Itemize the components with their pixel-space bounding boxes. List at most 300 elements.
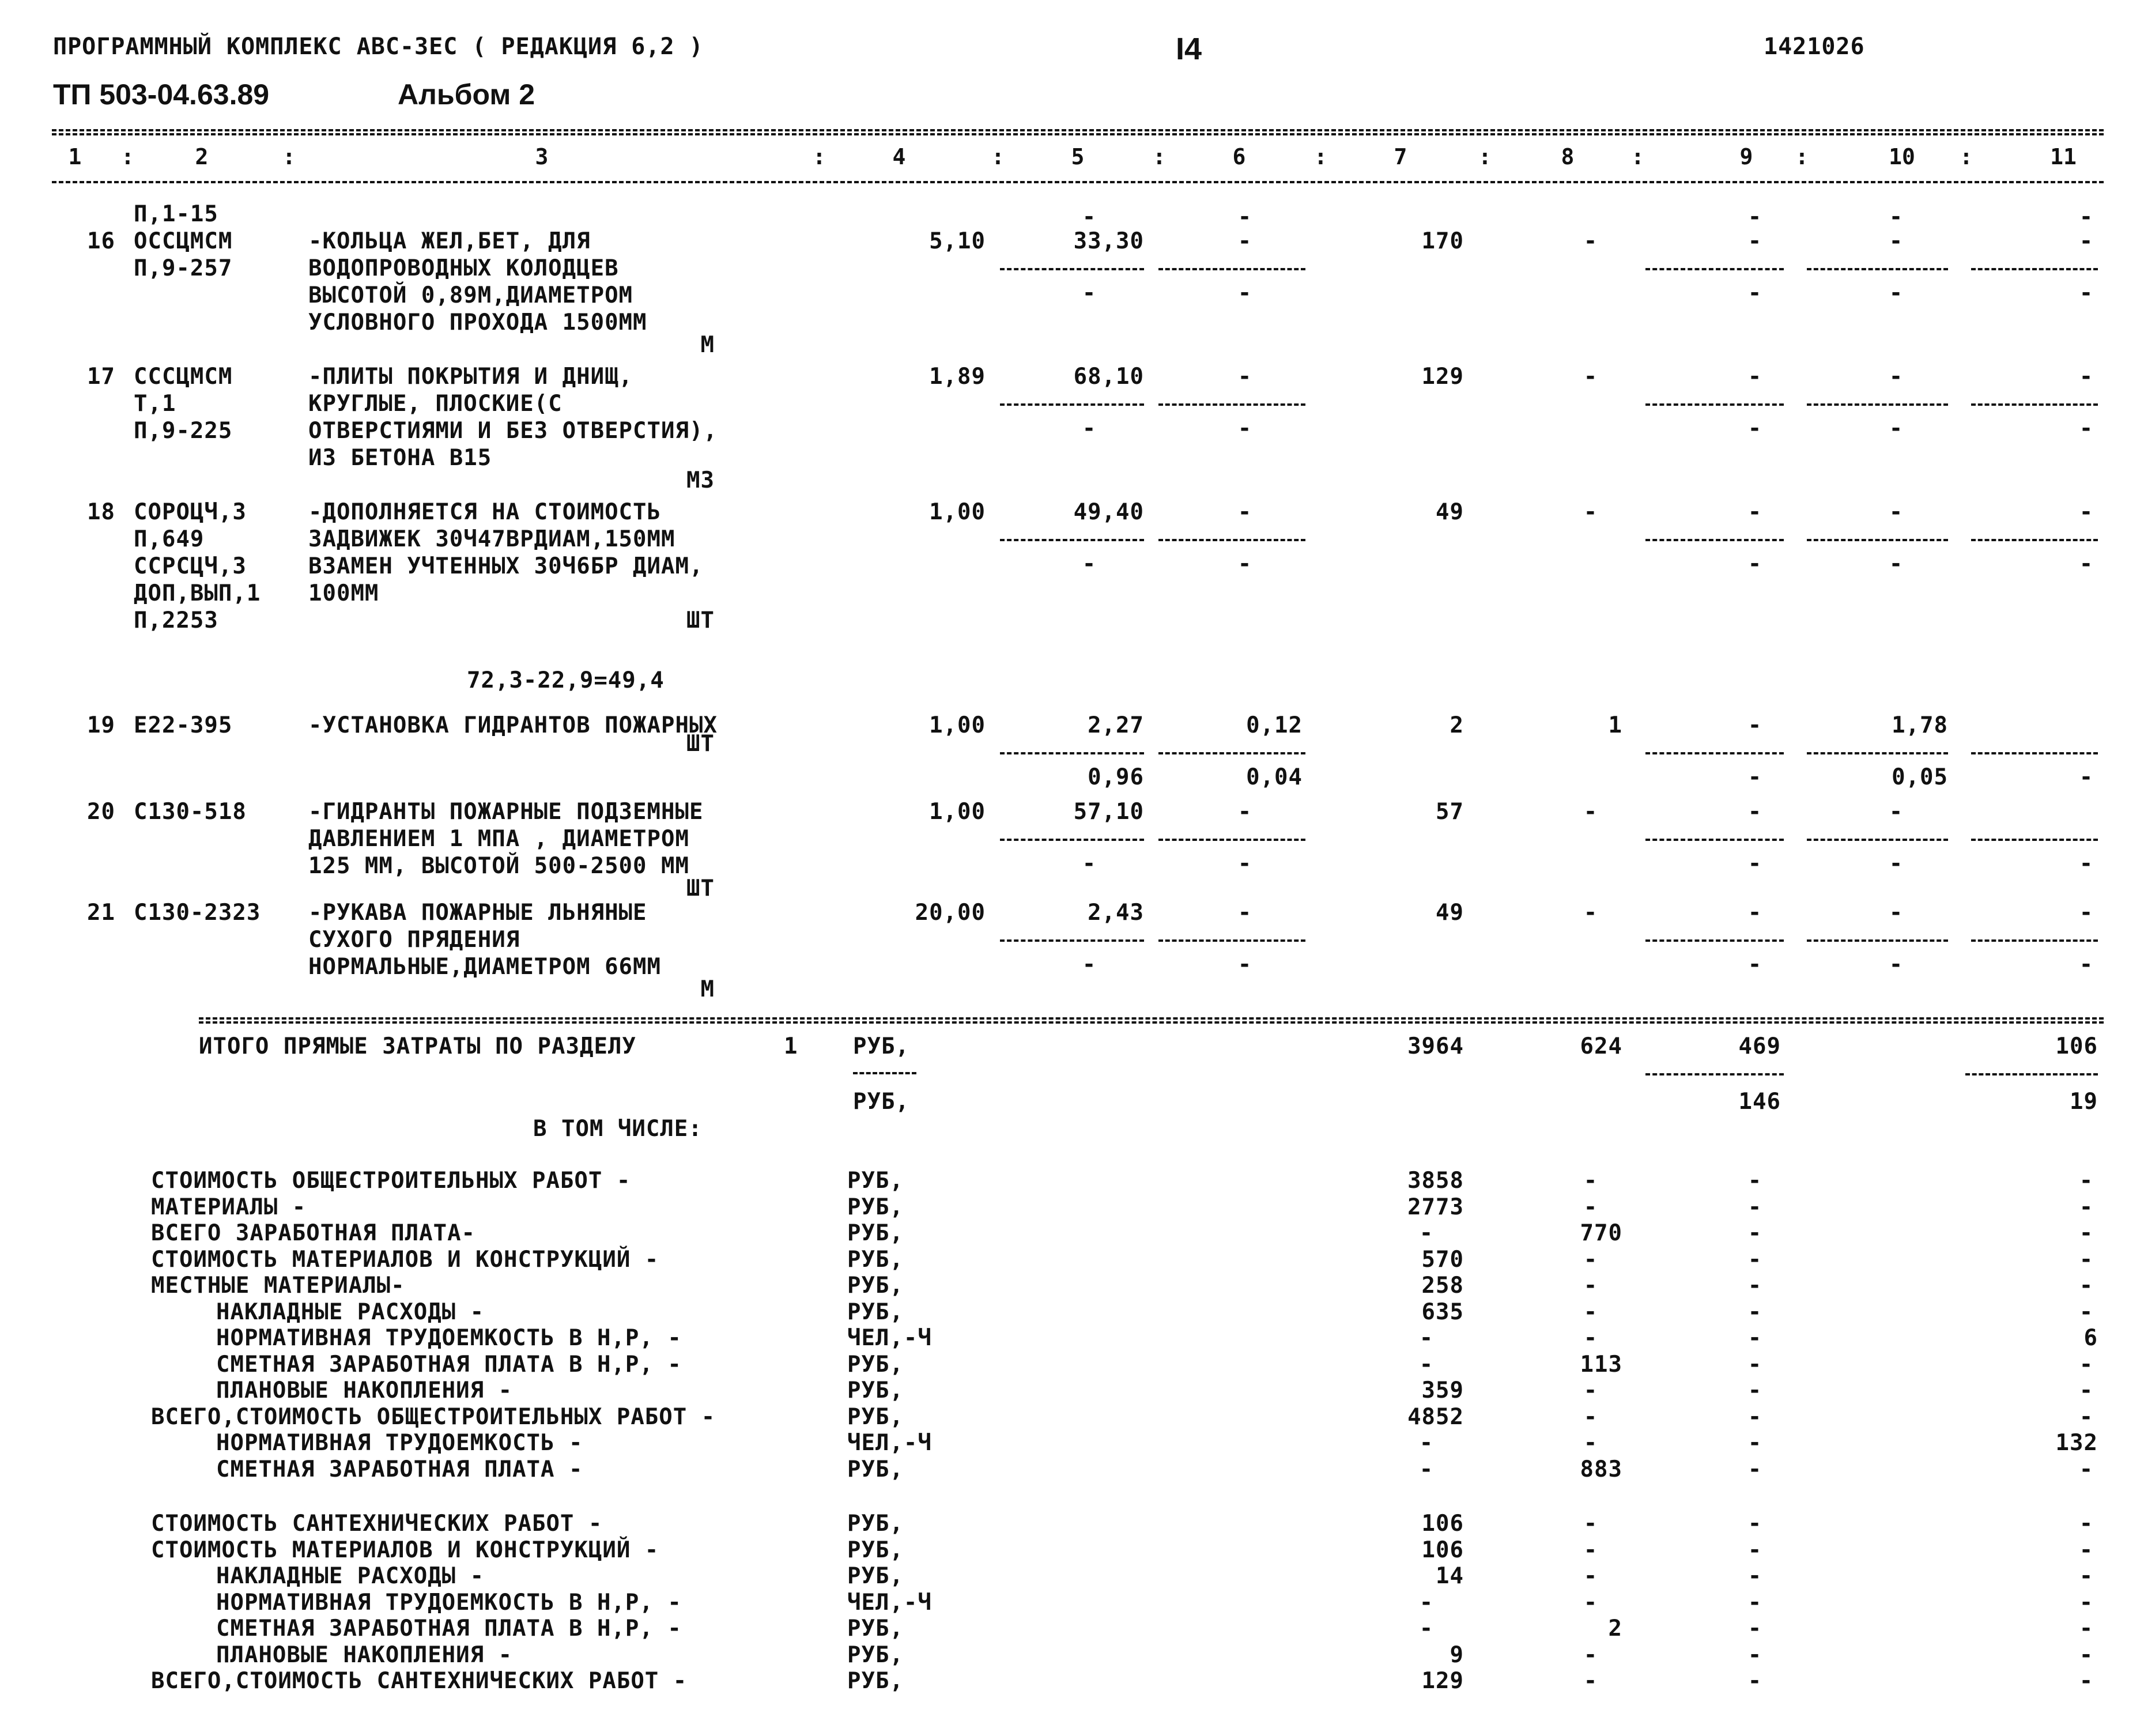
total-col9-bottom: 146 xyxy=(1738,1089,1781,1115)
col8-value: - xyxy=(1583,228,1598,254)
row-number: 18 xyxy=(87,499,115,525)
summary-col11: - xyxy=(2079,1351,2094,1378)
col9-divider xyxy=(1645,752,1784,754)
column-number: 2 xyxy=(195,144,209,169)
col10-divider xyxy=(1807,839,1948,841)
summary-col9: - xyxy=(1747,1456,1762,1482)
unit-cost: 2,27 xyxy=(1088,712,1144,738)
work-description: -ПЛИТЫ ПОКРЫТИЯ И ДНИЩ, xyxy=(308,364,633,390)
work-description: УСЛОВНОГО ПРОХОДА 1500ММ xyxy=(308,310,647,335)
summary-col7: - xyxy=(1419,1616,1434,1641)
col8-value: - xyxy=(1583,900,1598,926)
col10-bottom: 0,05 xyxy=(1892,764,1948,790)
col5-bottom: - xyxy=(1082,416,1097,441)
total-cost: 170 xyxy=(1421,228,1464,254)
work-description: 125 ММ, ВЫСОТОЙ 500-2500 ММ xyxy=(308,853,689,879)
total-unit: РУБ, xyxy=(853,1033,909,1059)
col5-divider xyxy=(1000,839,1144,841)
summary-col9: - xyxy=(1747,1616,1762,1641)
summary-label: СТОИМОСТЬ МАТЕРИАЛОВ И КОНСТРУКЦИЙ - xyxy=(151,1537,659,1563)
unit-of-measure: М xyxy=(700,976,715,1002)
col9-value: - xyxy=(1747,228,1762,254)
unit-of-measure: ШТ xyxy=(686,875,715,901)
summary-col8: - xyxy=(1583,1378,1598,1403)
page-number: I4 xyxy=(1176,32,1202,66)
summary-col8: - xyxy=(1583,1430,1598,1456)
summary-col8: - xyxy=(1583,1168,1598,1194)
summary-col9: - xyxy=(1747,1668,1762,1694)
summary-col7: 2773 xyxy=(1407,1194,1464,1220)
col5-bottom: - xyxy=(1082,952,1097,978)
summary-col9: - xyxy=(1747,1246,1762,1273)
summary-col11: - xyxy=(2079,1668,2094,1694)
normative-code: СОРОЦЧ,3 xyxy=(134,499,247,525)
summary-col7: 106 xyxy=(1421,1537,1464,1563)
col10-divider xyxy=(1807,403,1948,406)
col8-value: - xyxy=(1583,364,1598,390)
summary-col7: 3858 xyxy=(1407,1168,1464,1194)
summary-unit: РУБ, xyxy=(847,1168,904,1194)
col9-bottom: - xyxy=(1747,764,1762,790)
summary-col7: 129 xyxy=(1421,1668,1464,1694)
col5-bottom: - xyxy=(1082,551,1097,577)
col9-bottom: - xyxy=(1747,416,1762,441)
summary-label: НОРМАТИВНАЯ ТРУДОЕМКОСТЬ - xyxy=(216,1430,583,1456)
summary-col7: 258 xyxy=(1421,1273,1464,1299)
summary-col7: 4852 xyxy=(1407,1403,1464,1430)
column-separator: : xyxy=(1960,144,1973,169)
column-separator: : xyxy=(282,144,296,169)
summary-col7: - xyxy=(1419,1430,1434,1456)
col5-divider xyxy=(1000,268,1144,270)
column-number: 8 xyxy=(1561,144,1575,169)
col9-divider xyxy=(1645,268,1784,270)
col6-value: - xyxy=(1237,499,1252,525)
col8-value: - xyxy=(1583,499,1598,525)
col5-bottom: - xyxy=(1082,280,1097,306)
summary-col9: - xyxy=(1747,1194,1762,1220)
unit-cost: 68,10 xyxy=(1073,364,1144,390)
unit-of-measure: ШТ xyxy=(686,731,715,757)
col10-divider xyxy=(1807,539,1948,541)
normative-code: П,649 xyxy=(134,526,205,552)
total-col9: 469 xyxy=(1738,1033,1781,1059)
summary-col7: - xyxy=(1419,1589,1434,1616)
summary-col7: 570 xyxy=(1421,1246,1464,1273)
column-number: 6 xyxy=(1232,144,1246,169)
summary-col7: 106 xyxy=(1421,1511,1464,1537)
total-unit-2: РУБ, xyxy=(853,1089,909,1115)
col6-divider xyxy=(1158,752,1305,754)
col6-value: - xyxy=(1237,364,1252,390)
col11-divider xyxy=(1971,752,2098,754)
unit-of-measure: ШТ xyxy=(686,607,715,633)
col10-divider xyxy=(1807,752,1948,754)
summary-unit: РУБ, xyxy=(847,1641,904,1668)
total-cost: 57 xyxy=(1436,799,1464,825)
col10-value: - xyxy=(1889,799,1904,825)
col6-value: - xyxy=(1237,900,1252,926)
col11-bottom: - xyxy=(2079,280,2094,306)
summary-col11: - xyxy=(2079,1616,2094,1641)
summary-col11: - xyxy=(2079,1273,2094,1299)
col6-bottom: 0,04 xyxy=(1246,764,1303,790)
col11-bottom: - xyxy=(2079,952,2094,978)
summary-label: ВСЕГО,СТОИМОСТЬ ОБЩЕСТРОИТЕЛЬНЫХ РАБОТ - xyxy=(151,1403,716,1430)
summary-col11: - xyxy=(2079,1246,2094,1273)
summary-col8: 770 xyxy=(1580,1220,1622,1246)
col10-value: - xyxy=(1889,499,1904,525)
summary-col8: - xyxy=(1583,1641,1598,1668)
normative-code: ДОП,ВЫП,1 xyxy=(134,580,261,606)
summary-col11: - xyxy=(2079,1537,2094,1563)
summary-col11: - xyxy=(2079,1641,2094,1668)
total-rule xyxy=(199,1017,2104,1020)
col11-value: - xyxy=(2079,364,2094,390)
summary-unit: РУБ, xyxy=(847,1537,904,1563)
col11-value: - xyxy=(2079,900,2094,926)
summary-label: СМЕТНАЯ ЗАРАБОТНАЯ ПЛАТА В Н,Р, - xyxy=(216,1351,682,1378)
summary-col11: 6 xyxy=(2083,1325,2098,1351)
summary-col9: - xyxy=(1747,1563,1762,1589)
col11-divider xyxy=(1971,403,2098,406)
quantity: 1,00 xyxy=(929,712,986,738)
work-description: КРУГЛЫЕ, ПЛОСКИЕ(С xyxy=(308,391,563,417)
summary-col9: - xyxy=(1747,1220,1762,1246)
col8-value: - xyxy=(1583,799,1598,825)
summary-unit: РУБ, xyxy=(847,1511,904,1537)
col9-top: - xyxy=(1747,204,1762,230)
quantity: 5,10 xyxy=(929,228,986,254)
col10-value: - xyxy=(1889,364,1904,390)
summary-unit: ЧЕЛ,-Ч xyxy=(847,1325,932,1351)
summary-label: МЕСТНЫЕ МАТЕРИАЛЫ- xyxy=(151,1273,405,1299)
summary-col9: - xyxy=(1747,1168,1762,1194)
summary-col11: - xyxy=(2079,1511,2094,1537)
col5-divider xyxy=(1000,752,1144,754)
work-description: ВЗАМЕН УЧТЕННЫХ 30Ч6БР ДИАМ, xyxy=(308,553,704,579)
quantity: 20,00 xyxy=(915,900,986,926)
unit-of-measure: М xyxy=(700,332,715,358)
col9-divider xyxy=(1645,539,1784,541)
column-number: 4 xyxy=(892,144,906,169)
column-number: 9 xyxy=(1739,144,1753,169)
work-description: -ДОПОЛНЯЕТСЯ НА СТОИМОСТЬ xyxy=(308,499,661,525)
header-rule-top-2 xyxy=(52,133,2104,135)
summary-col7: - xyxy=(1419,1351,1434,1378)
col11-bottom: - xyxy=(2079,551,2094,577)
col6-divider xyxy=(1158,939,1305,942)
column-number: 10 xyxy=(1889,144,1915,169)
total-unit-divider xyxy=(853,1072,916,1074)
summary-unit: РУБ, xyxy=(847,1220,904,1246)
summary-label: ПЛАНОВЫЕ НАКОПЛЕНИЯ - xyxy=(216,1378,513,1403)
work-description: -КОЛЬЦА ЖЕЛ,БЕТ, ДЛЯ xyxy=(308,228,591,254)
summary-col11: - xyxy=(2079,1589,2094,1616)
summary-col9: - xyxy=(1747,1325,1762,1351)
normative-code: С130-518 xyxy=(134,799,247,825)
col10-divider xyxy=(1807,268,1948,270)
summary-col7: - xyxy=(1419,1220,1434,1246)
summary-unit: РУБ, xyxy=(847,1378,904,1403)
total-col7: 3964 xyxy=(1407,1033,1464,1059)
summary-col9: - xyxy=(1747,1299,1762,1325)
summary-unit: РУБ, xyxy=(847,1403,904,1430)
column-separator: : xyxy=(1795,144,1809,169)
summary-col8: - xyxy=(1583,1194,1598,1220)
summary-label: ВСЕГО,СТОИМОСТЬ САНТЕХНИЧЕСКИХ РАБОТ - xyxy=(151,1668,688,1694)
total-cost: 49 xyxy=(1436,900,1464,926)
col5-divider xyxy=(1000,403,1144,406)
row-number: 20 xyxy=(87,799,115,825)
col10-value: 1,78 xyxy=(1892,712,1948,738)
col9-value: - xyxy=(1747,499,1762,525)
summary-label: МАТЕРИАЛЫ - xyxy=(151,1194,307,1220)
summary-col8: - xyxy=(1583,1325,1598,1351)
normative-code: ОССЦМСМ xyxy=(134,228,233,254)
summary-col7: 635 xyxy=(1421,1299,1464,1325)
summary-col9: - xyxy=(1747,1378,1762,1403)
unit-of-measure: М3 xyxy=(686,467,715,493)
unit-cost: 49,40 xyxy=(1073,499,1144,525)
summary-unit: РУБ, xyxy=(847,1351,904,1378)
work-description: -ГИДРАНТЫ ПОЖАРНЫЕ ПОДЗЕМНЫЕ xyxy=(308,799,704,825)
summary-col9: - xyxy=(1747,1511,1762,1537)
col6-bottom: - xyxy=(1237,551,1252,577)
summary-unit: ЧЕЛ,-Ч xyxy=(847,1430,932,1456)
column-separator: : xyxy=(1631,144,1644,169)
column-number: 11 xyxy=(2050,144,2077,169)
col5-divider xyxy=(1000,939,1144,942)
col6-divider xyxy=(1158,839,1305,841)
total-col11-divider xyxy=(1965,1073,2098,1075)
quantity: 1,00 xyxy=(929,499,986,525)
work-description: ДАВЛЕНИЕМ 1 МПА , ДИАМЕТРОМ xyxy=(308,826,689,852)
work-description: НОРМАЛЬНЫЕ,ДИАМЕТРОМ 66ММ xyxy=(308,954,661,980)
col9-bottom: - xyxy=(1747,851,1762,877)
column-separator: : xyxy=(1153,144,1166,169)
total-section: 1 xyxy=(784,1033,798,1059)
unit-cost: 33,30 xyxy=(1073,228,1144,254)
col11-divider xyxy=(1971,839,2098,841)
calculation-formula: 72,3-22,9=49,4 xyxy=(467,667,665,693)
summary-col11: - xyxy=(2079,1299,2094,1325)
summary-col9: - xyxy=(1747,1351,1762,1378)
summary-col9: - xyxy=(1747,1273,1762,1299)
col6-bottom: - xyxy=(1237,280,1252,306)
total-col11: 106 xyxy=(2055,1033,2098,1059)
col11-value: - xyxy=(2079,499,2094,525)
col11-bottom: - xyxy=(2079,764,2094,790)
summary-col11: - xyxy=(2079,1220,2094,1246)
summary-unit: РУБ, xyxy=(847,1668,904,1694)
summary-unit: ЧЕЛ,-Ч xyxy=(847,1589,932,1616)
col6-bottom: - xyxy=(1237,952,1252,978)
col8-value: 1 xyxy=(1608,712,1622,738)
col11-divider xyxy=(1971,539,2098,541)
work-description: -УСТАНОВКА ГИДРАНТОВ ПОЖАРНЫХ xyxy=(308,712,718,738)
doc-code: 1421026 xyxy=(1764,33,1865,60)
summary-col8: - xyxy=(1583,1246,1598,1273)
album-label: Альбом 2 xyxy=(398,78,535,111)
summary-col8: - xyxy=(1583,1511,1598,1537)
row-number: 21 xyxy=(87,900,115,926)
summary-col7: - xyxy=(1419,1325,1434,1351)
col6-top: - xyxy=(1237,204,1252,230)
summary-col8: - xyxy=(1583,1273,1598,1299)
work-description: ЗАДВИЖЕК 30Ч47ВРДИАМ,150ММ xyxy=(308,526,675,552)
including-label: В ТОМ ЧИСЛЕ: xyxy=(533,1116,703,1142)
normative-code: П,2253 xyxy=(134,607,218,633)
total-cost: 2 xyxy=(1450,712,1464,738)
col11-divider xyxy=(1971,268,2098,270)
col6-bottom: - xyxy=(1237,851,1252,877)
unit-cost: 2,43 xyxy=(1088,900,1144,926)
summary-col9: - xyxy=(1747,1537,1762,1563)
summary-col9: - xyxy=(1747,1403,1762,1430)
summary-label: НАКЛАДНЫЕ РАСХОДЫ - xyxy=(216,1563,485,1589)
summary-unit: РУБ, xyxy=(847,1273,904,1299)
summary-col11: - xyxy=(2079,1194,2094,1220)
work-description: СУХОГО ПРЯДЕНИЯ xyxy=(308,927,520,953)
summary-col8: - xyxy=(1583,1299,1598,1325)
normative-code: П,9-225 xyxy=(134,418,233,444)
total-cost: 49 xyxy=(1436,499,1464,525)
summary-label: ВСЕГО ЗАРАБОТНАЯ ПЛАТА- xyxy=(151,1220,476,1246)
summary-col8: - xyxy=(1583,1403,1598,1430)
normative-code: С130-2323 xyxy=(134,900,261,926)
col5-bottom: - xyxy=(1082,851,1097,877)
normative-code: П,1-15 xyxy=(134,201,218,227)
column-number: 1 xyxy=(68,144,82,169)
summary-unit: РУБ, xyxy=(847,1616,904,1641)
summary-col11: - xyxy=(2079,1378,2094,1403)
col9-value: - xyxy=(1747,900,1762,926)
col6-value: - xyxy=(1237,799,1252,825)
col11-top: - xyxy=(2079,204,2094,230)
project-code: ТП 503-04.63.89 xyxy=(53,78,270,111)
summary-unit: РУБ, xyxy=(847,1456,904,1482)
summary-col7: 14 xyxy=(1436,1563,1464,1589)
summary-col11: - xyxy=(2079,1403,2094,1430)
summary-col8: - xyxy=(1583,1563,1598,1589)
summary-col8: - xyxy=(1583,1589,1598,1616)
quantity: 1,00 xyxy=(929,799,986,825)
header-rule-top xyxy=(52,129,2104,131)
col10-value: - xyxy=(1889,228,1904,254)
program-header: ПРОГРАММНЫЙ КОМПЛЕКС АВС-ЗЕС ( РЕДАКЦИЯ 6,2 ) xyxy=(53,33,704,60)
col6-divider xyxy=(1158,268,1305,270)
column-number: 5 xyxy=(1071,144,1085,169)
normative-code: СССЦМСМ xyxy=(134,364,233,390)
work-description: -РУКАВА ПОЖАРНЫЕ ЛЬНЯНЫЕ xyxy=(308,900,647,926)
col9-bottom: - xyxy=(1747,280,1762,306)
summary-col7: 359 xyxy=(1421,1378,1464,1403)
summary-col9: - xyxy=(1747,1589,1762,1616)
column-separator: : xyxy=(813,144,826,169)
summary-col11: - xyxy=(2079,1563,2094,1589)
header-rule-bottom xyxy=(52,181,2104,183)
col6-bottom: - xyxy=(1237,416,1252,441)
column-separator: : xyxy=(991,144,1005,169)
col11-divider xyxy=(1971,939,2098,942)
total-label: ИТОГО ПРЯМЫЕ ЗАТРАТЫ ПО РАЗДЕЛУ xyxy=(199,1033,636,1059)
col9-divider xyxy=(1645,839,1784,841)
summary-unit: РУБ, xyxy=(847,1299,904,1325)
summary-col8: - xyxy=(1583,1668,1598,1694)
col10-value: - xyxy=(1889,900,1904,926)
summary-label: ПЛАНОВЫЕ НАКОПЛЕНИЯ - xyxy=(216,1641,513,1668)
col11-bottom: - xyxy=(2079,416,2094,441)
summary-label: СТОИМОСТЬ МАТЕРИАЛОВ И КОНСТРУКЦИЙ - xyxy=(151,1246,659,1273)
summary-label: СТОИМОСТЬ САНТЕХНИЧЕСКИХ РАБОТ - xyxy=(151,1511,603,1537)
col6-divider xyxy=(1158,403,1305,406)
row-number: 19 xyxy=(87,712,115,738)
col11-bottom: - xyxy=(2079,851,2094,877)
summary-col8: - xyxy=(1583,1537,1598,1563)
quantity: 1,89 xyxy=(929,364,986,390)
summary-col8: 883 xyxy=(1580,1456,1622,1482)
unit-cost: 57,10 xyxy=(1073,799,1144,825)
col9-divider xyxy=(1645,403,1784,406)
work-description: ВОДОПРОВОДНЫХ КОЛОДЦЕВ xyxy=(308,255,619,281)
col10-bottom: - xyxy=(1889,851,1904,877)
col9-value: - xyxy=(1747,712,1762,738)
column-separator: : xyxy=(121,144,134,169)
work-description: ИЗ БЕТОНА В15 xyxy=(308,445,492,471)
row-number: 16 xyxy=(87,228,115,254)
work-description: 100ММ xyxy=(308,580,379,606)
col9-bottom: - xyxy=(1747,952,1762,978)
summary-col7: 9 xyxy=(1450,1641,1464,1668)
col5-bottom: 0,96 xyxy=(1088,764,1144,790)
normative-code: П,9-257 xyxy=(134,255,233,281)
summary-label: СТОИМОСТЬ ОБЩЕСТРОИТЕЛЬНЫХ РАБОТ - xyxy=(151,1168,631,1194)
col10-bottom: - xyxy=(1889,952,1904,978)
col9-bottom: - xyxy=(1747,551,1762,577)
total-col9-divider xyxy=(1645,1073,1784,1075)
summary-col11: 132 xyxy=(2055,1430,2098,1456)
col6-divider xyxy=(1158,539,1305,541)
column-number: 3 xyxy=(535,144,549,169)
col11-value: - xyxy=(2079,228,2094,254)
summary-unit: РУБ, xyxy=(847,1246,904,1273)
summary-label: НАКЛАДНЫЕ РАСХОДЫ - xyxy=(216,1299,485,1325)
col5-top: - xyxy=(1082,204,1097,230)
summary-col9: - xyxy=(1747,1430,1762,1456)
row-number: 17 xyxy=(87,364,115,390)
column-separator: : xyxy=(1478,144,1492,169)
normative-code: Е22-395 xyxy=(134,712,233,738)
normative-code: Т,1 xyxy=(134,391,176,417)
summary-col11: - xyxy=(2079,1168,2094,1194)
work-description: ВЫСОТОЙ 0,89М,ДИАМЕТРОМ xyxy=(308,282,633,308)
col10-bottom: - xyxy=(1889,280,1904,306)
total-col11-bottom: 19 xyxy=(2070,1089,2098,1115)
col9-divider xyxy=(1645,939,1784,942)
summary-unit: РУБ, xyxy=(847,1563,904,1589)
col10-top: - xyxy=(1889,204,1904,230)
summary-col11: - xyxy=(2079,1456,2094,1482)
col6-value: 0,12 xyxy=(1246,712,1303,738)
col10-divider xyxy=(1807,939,1948,942)
total-col8: 624 xyxy=(1580,1033,1622,1059)
col6-value: - xyxy=(1237,228,1252,254)
summary-label: СМЕТНАЯ ЗАРАБОТНАЯ ПЛАТА - xyxy=(216,1456,583,1482)
normative-code: ССРСЦЧ,3 xyxy=(134,553,247,579)
col9-value: - xyxy=(1747,364,1762,390)
summary-label: НОРМАТИВНАЯ ТРУДОЕМКОСТЬ В Н,Р, - xyxy=(216,1589,682,1616)
